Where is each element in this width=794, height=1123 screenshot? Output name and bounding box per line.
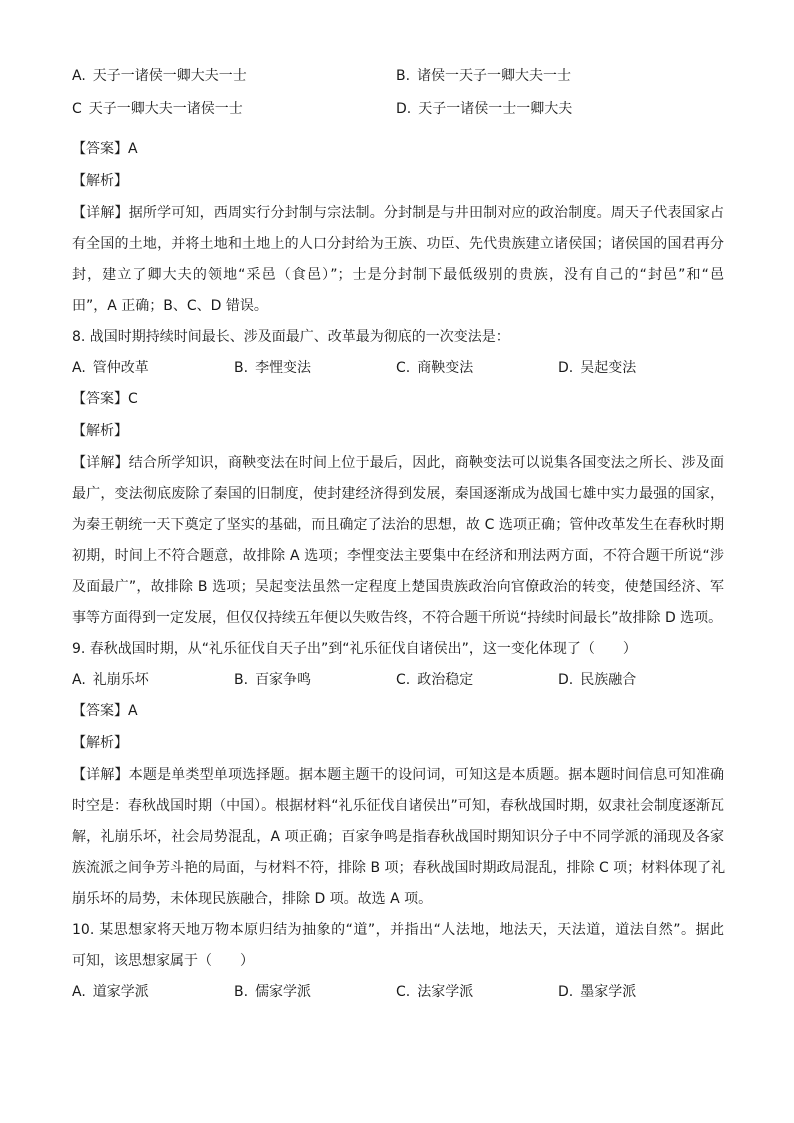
option-text: 礼崩乐坏 [92,672,149,688]
detail-line: 为秦王朝统一天下奠定了坚实的基础，而且确定了法治的思想，故 C 选项正确；管仲改革发生在春秋时期 [72,517,724,533]
q9-option-c [396,670,473,690]
option-letter: C. [396,360,411,376]
q10-option-d [558,982,636,1002]
option-text: 儒家学派 [255,984,312,1000]
option-letter: A. [72,984,86,1000]
option-letter: C [72,101,82,117]
q9-option-d [558,670,636,690]
q9-analysis-label: 【解析】 [72,735,128,751]
option-text: 道家学派 [92,984,149,1000]
detail-line: 时空是：春秋战国时期（中国）。根据材料“礼乐征伐自诸侯出”可知，春秋战国时期，奴隶社会制度逐渐瓦 [72,798,724,814]
detail-line: 解，礼崩乐坏，社会局势混乱，A 项正确；百家争鸣是指春秋战国时期知识分子中不同学派的涌现及各家 [72,829,724,845]
q8-stem: 8. 战国时期持续时间最长、涉及面最广、改革最为彻底的一次变法是： [72,329,510,345]
option-text: 墨家学派 [580,984,637,1000]
q8-option-b [234,358,311,378]
option-letter: B. [396,68,411,84]
q9-stem: 9. 春秋战国时期，从“礼乐征伐自天子出”到“礼乐征伐自诸侯出”，这一变化体现了（ ） [72,641,637,657]
option-text: 天子一卿大夫一诸侯一士 [88,101,243,117]
option-letter: C. [396,672,411,688]
q7-analysis-label: 【解析】 [72,173,128,189]
q8-option-c [396,358,473,378]
option-text: 民族融合 [580,672,637,688]
detail-line: 有全国的土地，并将土地和土地上的人口分封给为王族、功臣、先代贵族建立诸侯国；诸侯国的国君再分 [72,236,724,252]
option-text: 商鞅变法 [417,360,474,376]
option-text: 政治稳定 [417,672,474,688]
q7-option-b [396,66,571,86]
option-letter: B. [234,984,249,1000]
q10-option-b [234,982,311,1002]
q8-option-d [558,358,636,378]
option-text: 天子一诸侯一士一卿大夫 [418,101,573,117]
option-text: 百家争鸣 [255,672,312,688]
detail-line: 及面最广”，故排除 B 选项；吴起变法虽然一定程度上楚国贵族政治向官僚政治的转变，使楚国经济、军 [72,579,724,595]
detail-line: 族流派之间争芳斗艳的局面，与材料不符，排除 B 项；春秋战国时期政局混乱，排除 C 项；材料体现了礼 [72,860,726,876]
q7-detail [72,198,724,322]
stem-line: 可知，该思想家属于（ ） [72,953,254,969]
q8-answer: 【答案】C [72,391,138,407]
option-letter: A. [72,672,86,688]
detail-line: 【详解】本题是单类型单项选择题。据本题主题干的设问词，可知这是本质题。据本题时间信息可知准确 [72,767,724,783]
option-text: 天子一诸侯一卿大夫一士 [92,68,247,84]
option-text: 诸侯一天子一卿大夫一士 [417,68,572,84]
detail-line: 田”，A 正确；B、C、D 错误。 [72,298,268,314]
detail-line: 【详解】据所学可知，西周实行分封制与宗法制。分封制是与井田制对应的政治制度。周天子代表国家占 [72,205,724,221]
detail-line: 封，建立了卿大夫的领地“采邑（食邑）”；士是分封制下最低级别的贵族，没有自己的“封邑”和“邑 [72,267,724,283]
detail-line: 崩乐坏的局势，未体现民族融合，排除 D 项。故选 A 项。 [72,891,433,907]
option-letter: D. [558,360,574,376]
option-letter: C. [396,984,411,1000]
q8-option-a [72,358,149,378]
detail-line: 事等方面得到一定发展，但仅仅持续五年便以失败告终，不符合题干所说“持续时间最长”故排除 D 选项。 [72,610,723,626]
option-letter: D. [558,984,574,1000]
q7-answer: 【答案】A [72,141,138,157]
option-letter: D. [558,672,574,688]
option-text: 法家学派 [417,984,474,1000]
option-letter: B. [234,360,249,376]
option-text: 吴起变法 [580,360,637,376]
q9-option-b [234,670,311,690]
detail-line: 【详解】结合所学知识，商鞅变法在时间上位于最后，因此，商鞅变法可以说集各国变法之所长、涉及面 [72,455,724,471]
q10-option-a [72,982,149,1002]
detail-line: 初期，时间上不符合题意，故排除 A 选项；李悝变法主要集中在经济和刑法两方面，不符合题干所说“涉 [72,548,724,564]
q7-option-a [72,66,247,86]
q9-detail [72,760,724,915]
q10-option-c [396,982,473,1002]
q7-option-c [72,99,243,119]
q9-option-a [72,670,149,690]
detail-line: 最广，变法彻底废除了秦国的旧制度，使封建经济得到发展，秦国逐渐成为战国七雄中实力最强的国家， [72,486,724,502]
option-letter: A. [72,360,86,376]
option-text: 李悝变法 [255,360,312,376]
option-letter: D. [396,101,412,117]
option-letter: B. [234,672,249,688]
option-letter: A. [72,68,86,84]
q10-stem [72,915,724,977]
q8-detail [72,448,724,634]
stem-line: 10. 某思想家将天地万物本原归结为抽象的“道”，并指出“人法地，地法天，天法道，道法自然”。据此 [72,922,724,938]
q7-option-d [396,99,572,119]
q9-answer: 【答案】A [72,703,138,719]
option-text: 管仲改革 [92,360,149,376]
q8-analysis-label: 【解析】 [72,423,128,439]
